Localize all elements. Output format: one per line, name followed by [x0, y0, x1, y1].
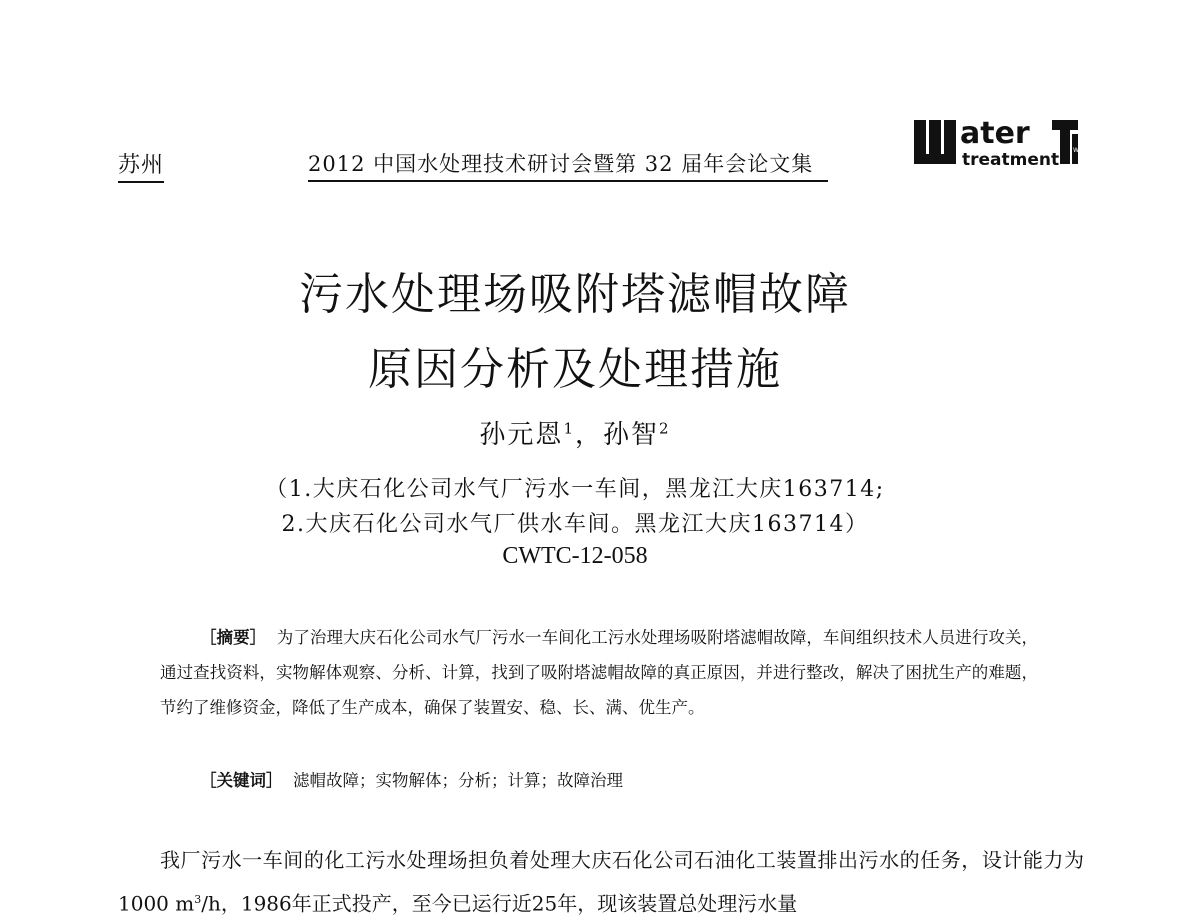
running-header-location: 苏州	[118, 148, 164, 183]
running-header-proceedings: 2012 中国水处理技术研讨会暨第 32 届年会论文集	[308, 148, 828, 182]
paper-title-line-1: 污水处理场吸附塔滤帽故障	[299, 269, 851, 320]
author-2-affiliation-mark: 2	[659, 419, 671, 438]
keywords-label: ［关键词］	[200, 771, 283, 790]
author-1: 孙元恩	[479, 420, 564, 450]
paper-title-line-2: 原因分析及处理措施	[368, 344, 782, 395]
water-treatment-logo-graphic	[912, 110, 1080, 170]
water-treatment-logo	[912, 110, 1080, 170]
keywords	[200, 767, 1038, 791]
body-text-part-2: /h，1986年正式投产，至今已运行近25年，现该装置总处理污水量	[201, 891, 798, 916]
author-separator: ，	[574, 420, 603, 450]
paper-code: CWTC-12-058	[502, 543, 648, 569]
author-2: 孙智	[603, 420, 660, 450]
keywords-text: 滤帽故障；实物解体；分析；计算；故障治理	[293, 771, 623, 790]
body-superscript: 3	[194, 893, 202, 906]
abstract	[160, 620, 1038, 725]
svg-text:ater: ater	[960, 116, 1030, 151]
affiliation-line-2: 2.大庆石化公司水气厂供水车间。黑龙江大庆163714）	[281, 512, 869, 537]
body-paragraph	[118, 840, 1084, 924]
svg-text:W: W	[1073, 147, 1079, 154]
abstract-text: 为了治理大庆石化公司水气厂污水一车间化工污水处理场吸附塔滤帽故障，车间组织技术人员进行攻关，通过查找资料，实物解体观察、分析、计算，找到了吸附塔滤帽故障的真正原因，并进行整改，解决了困扰生产的难题，节约了维修资金，降低了生产成本，确保了装置安、稳、长、满、优生产。	[160, 628, 1039, 717]
svg-text:treatment: treatment	[962, 150, 1060, 170]
body-text-part-1: 我厂污水一车间的化工污水处理场担负着处理大庆石化公司石油化工装置排出污水的任务，设计能力为1000 m	[118, 848, 1084, 916]
author-1-affiliation-mark: 1	[563, 419, 575, 438]
abstract-label: ［摘要］	[200, 628, 267, 647]
authors	[0, 414, 1150, 451]
affiliation-line-1: （1.大庆石化公司水气厂污水一车间，黑龙江大庆163714;	[265, 477, 885, 502]
